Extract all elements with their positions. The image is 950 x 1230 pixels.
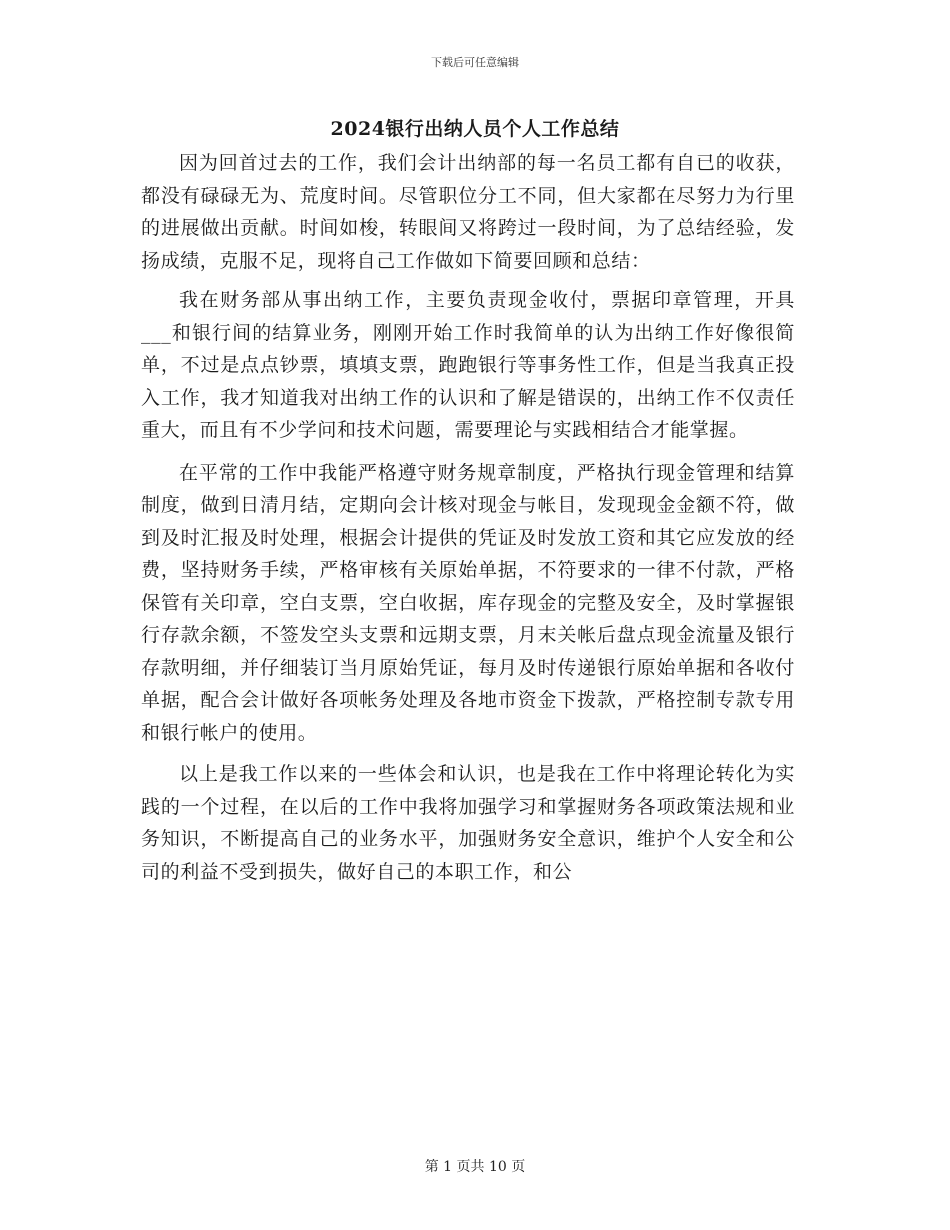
header-note: 下载后可任意编辑 [431,56,519,69]
paragraph: 在平常的工作中我能严格遵守财务规章制度，严格执行现金管理和结算制度，做到日清月结，定期向会计核对现金与帐目，发现现金金额不符，做到及时汇报及时处理，根据会计提供的凭证及时发放工资和其它应发放的经费，坚持财务手续，严格审核有关原始单据，不符要求的一律不付款，严格保管有关印章，空白支票，空白收据，库存现金的完整及安全，及时掌握银行存款余额，不签发空头支票和远期支票，月末关帐后盘点现金流量及银行存款明细，并仔细装订当月原始凭证，每月及时传递银行原始单据和各收付单据，配合会计做好各项帐务处理及各地市资金下拨款，严格控制专款专用和银行帐户的使用。 [141,461,795,744]
paragraph: 因为回首过去的工作，我们会计出纳部的每一名员工都有自已的收获，都没有碌碌无为、荒度时间。尽管职位分工不同，但大家都在尽努力为行里的进展做出贡献。时间如梭，转眼间又将跨过一段时间，为了总结经验，发扬成绩，克服不足，现将自己工作做如下简要回顾和总结： [141,152,795,272]
document-title: 2024银行出纳人员个人工作总结 [330,118,620,140]
document-body [141,147,795,895]
paragraph: 以上是我工作以来的一些体会和认识，也是我在工作中将理论转化为实践的一个过程，在以后的工作中我将加强学习和掌握财务各项政策法规和业务知识，不断提高自己的业务水平，加强财务安全意识，维护个人安全和公司的利益不受到损失，做好自己的本职工作，和公 [141,763,795,883]
page-number: 第 1 页共 10 页 [424,1159,526,1175]
paragraph: 我在财务部从事出纳工作，主要负责现金收付，票据印章管理，开具___和银行间的结算业务，刚刚开始工作时我简单的认为出纳工作好像很简单，不过是点点钞票，填填支票，跑跑银行等事务性工作，但是当我真正投入工作，我才知道我对出纳工作的认识和了解是错误的，出纳工作不仅责任重大，而且有不少学问和技术问题，需要理论与实践相结合才能掌握。 [141,289,795,441]
